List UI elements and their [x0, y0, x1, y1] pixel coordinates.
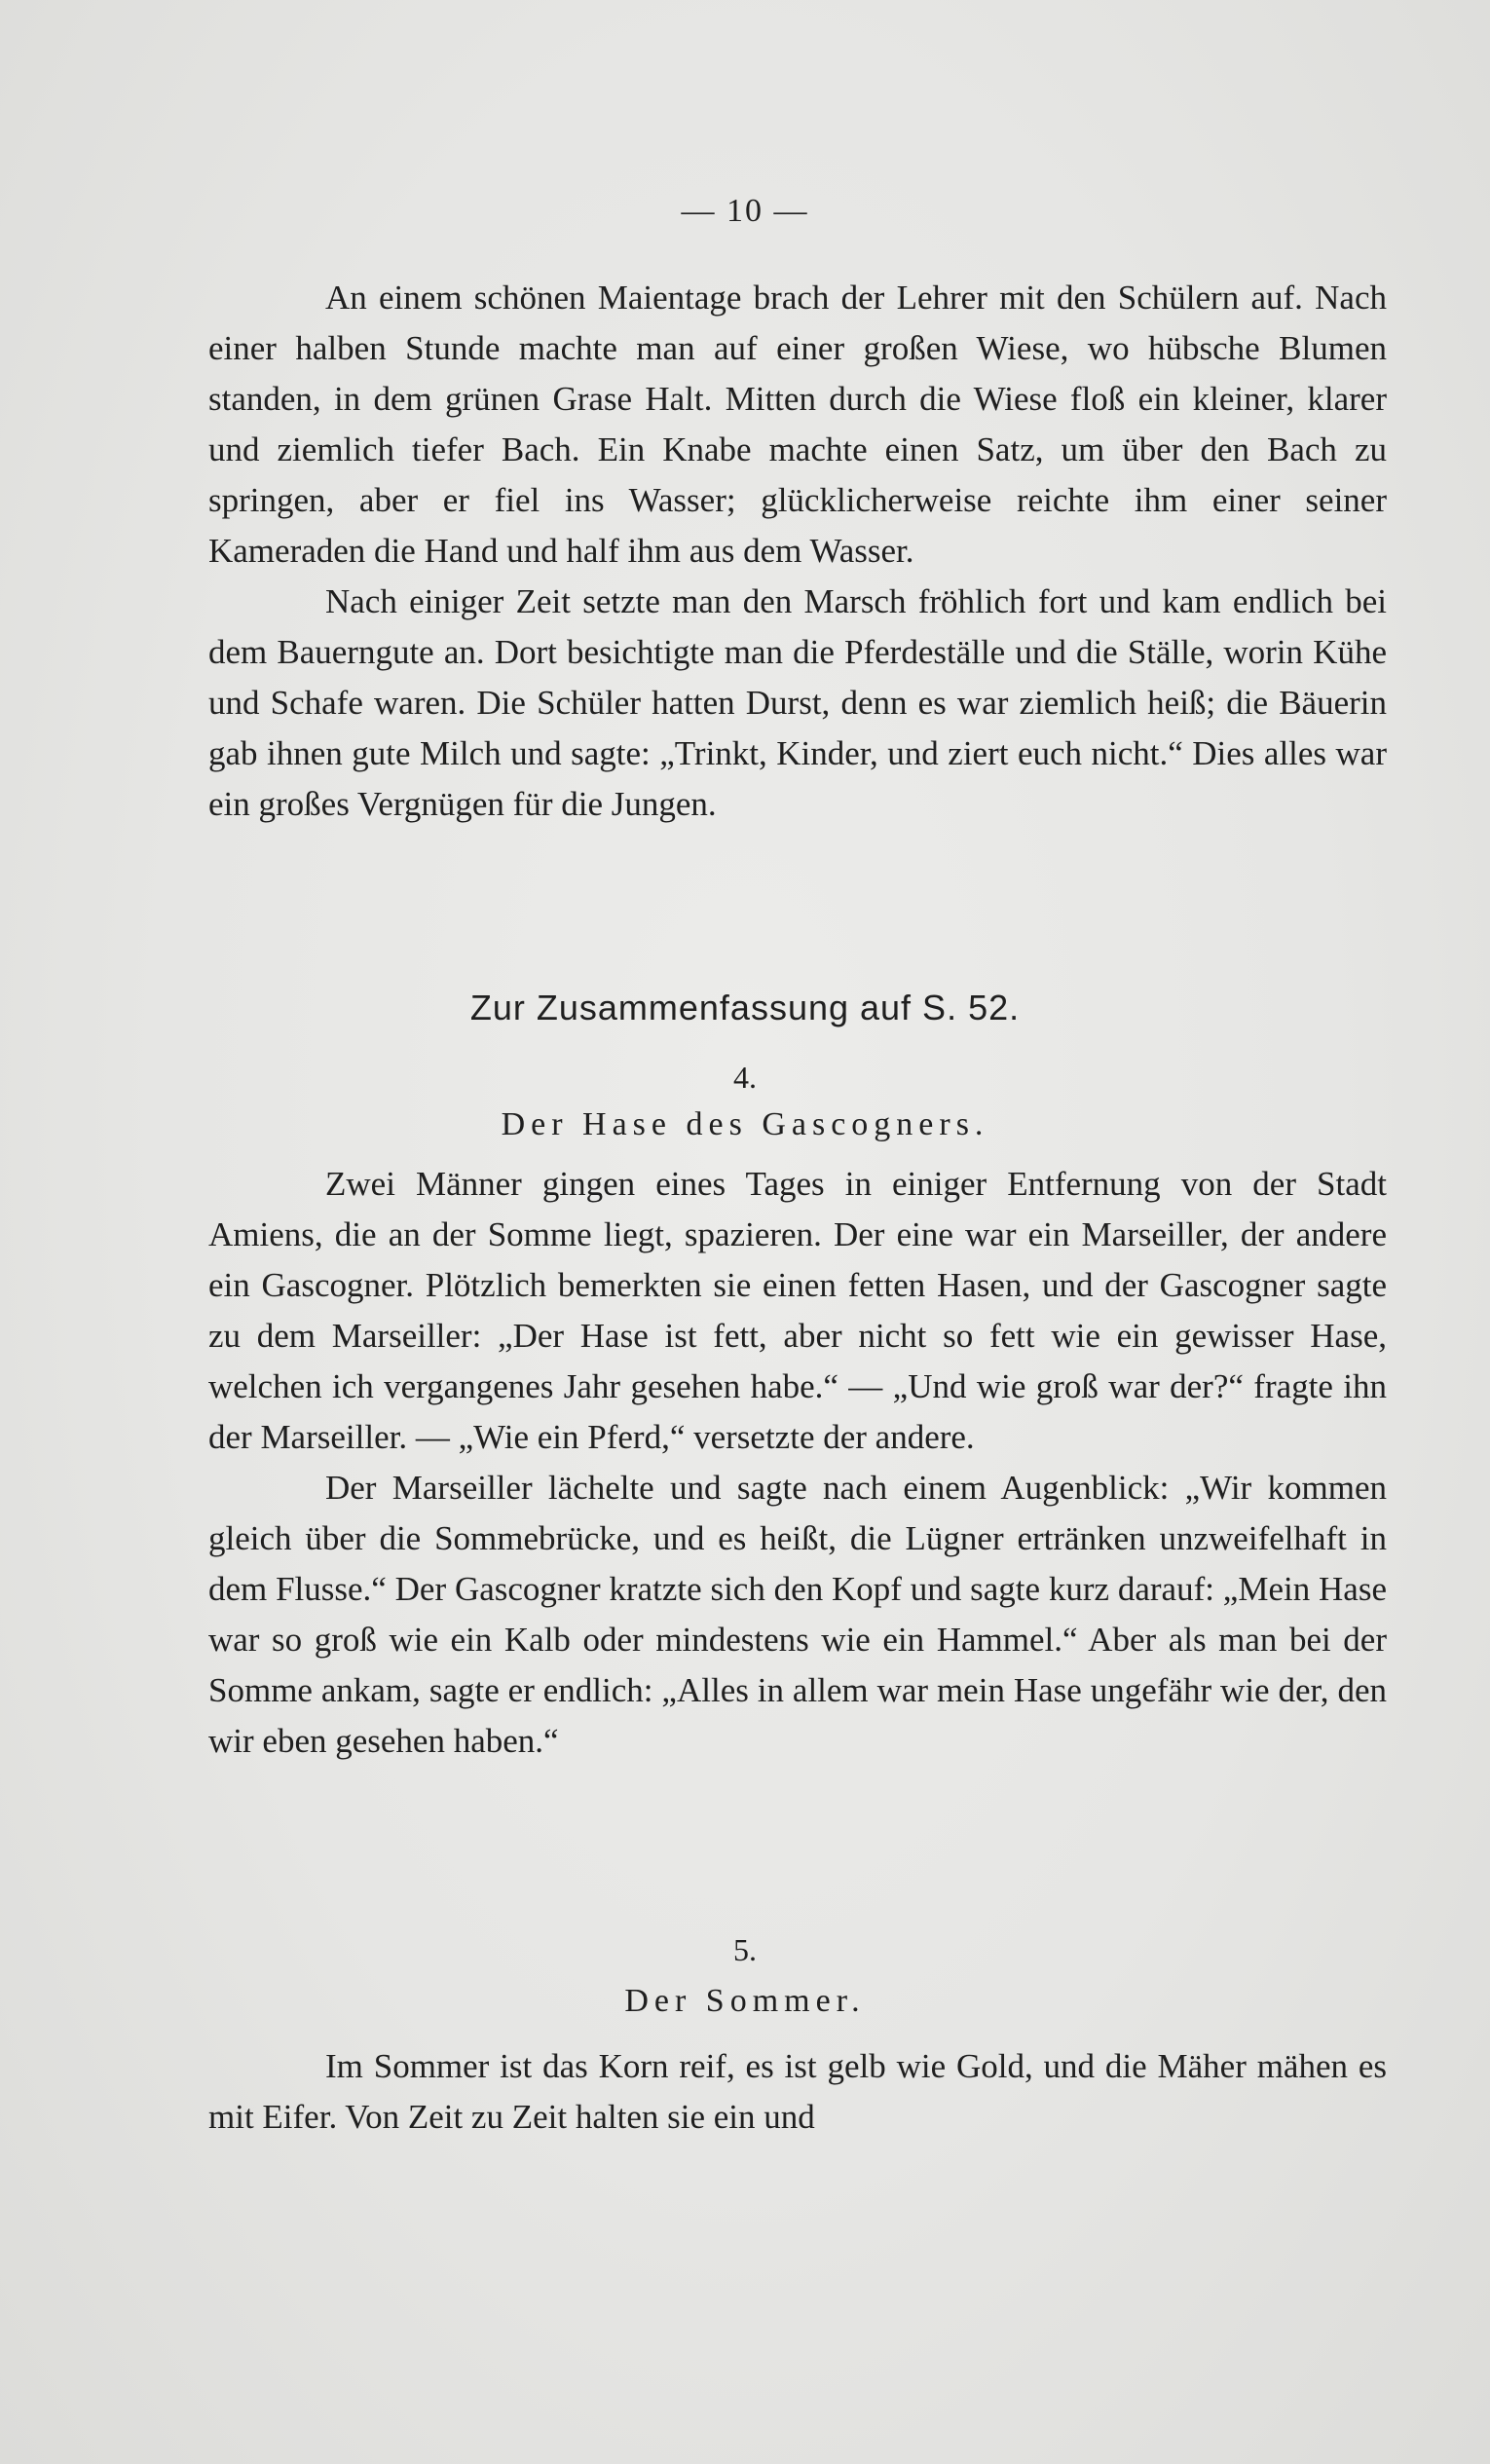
story-text [208, 2041, 1387, 2143]
story-text [208, 1159, 1387, 1767]
story-title: Der Hase des Gascogners. [501, 1106, 989, 1142]
section-number: 5. [733, 1932, 757, 1967]
paragraph: An einem schönen Maientage brach der Lehrer mit den Schülern auf. Nach einer halben Stunde machte man auf einer großen Wiese, wo hübsche Blumen standen, in dem grünen Grase Halt. Mitten durch die Wiese floß ein kleiner, klarer und ziemlich tiefer Bach. Ein Knabe machte einen Satz, um über den Bach zu springen, aber er fiel ins Wasser; glücklicherweise reichte ihm einer seiner Kameraden die Hand und half ihm aus dem Wasser. [208, 279, 1387, 570]
section-number: 4. [733, 1060, 757, 1095]
intro-text [208, 273, 1387, 830]
paragraph: Der Marseiller lächelte und sagte nach einem Augenblick: „Wir kommen gleich über die Sommebrücke, und es heißt, die Lügner ertränken unzweifelhaft in dem Flusse.“ Der Gascogner kratzte sich den Kopf und sagte kurz darauf: „Mein Hase war so groß wie ein Kalb oder mindestens wie ein Hammel.“ Aber als man bei der Somme ankam, sagte er endlich: „Alles in allem war mein Hase ungefähr wie der, den wir eben gesehen haben.“ [208, 1469, 1387, 1760]
paragraph: Zwei Männer gingen eines Tages in einiger Entfernung von der Stadt Amiens, die an der Somme liegt, spazieren. Der eine war ein Marseiller, der andere ein Gascogner. Plötzlich bemerkten sie einen fetten Hasen, und der Gascogner sagte zu dem Marseiller: „Der Hase ist fett, aber nicht so fett wie ein gewisser Hase, welchen ich vergangenes Jahr gesehen habe.“ — „Und wie groß war der?“ fragte ihn der Marseiller. — „Wie ein Pferd,“ versetzte der andere. [208, 1165, 1387, 1456]
paragraph: Im Sommer ist das Korn reif, es ist gelb wie Gold, und die Mäher mähen es mit Eifer. Von Zeit zu Zeit halten sie ein und [208, 2047, 1387, 2136]
page-number: — 10 — [681, 193, 809, 229]
paragraph: Nach einiger Zeit setzte man den Marsch fröhlich fort und kam endlich bei dem Bauerngute an. Dort besichtigte man die Pferdeställe und die Ställe, worin Kühe und Schafe waren. Die Schüler hatten Durst, denn es war ziemlich heiß; die Bäuerin gab ihnen gute Milch und sagte: „Trinkt, Kinder, und ziert euch nicht.“ Dies alles war ein großes Vergnügen für die Jungen. [208, 582, 1387, 823]
story-title: Der Sommer. [624, 1983, 866, 2019]
summary-heading: Zur Zusammenfassung auf S. 52. [469, 988, 1021, 1027]
